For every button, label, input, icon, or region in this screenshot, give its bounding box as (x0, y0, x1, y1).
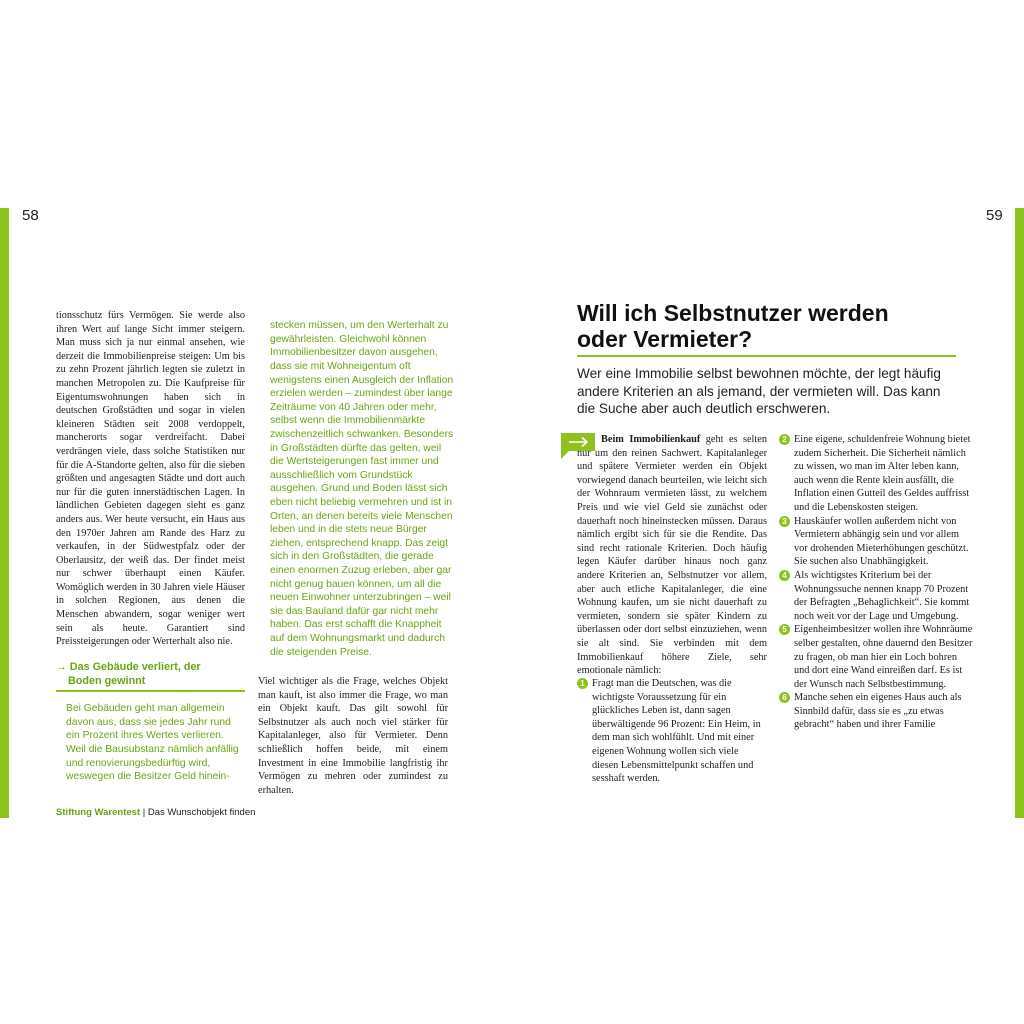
info-box-heading: → Das Gebäude verliert, der Boden gewinnt (56, 661, 201, 687)
right-column-1-text: Beim Immobilienkauf geht es selten nur um den reinen Sachwert. Kapitalanleger und spätere Vermieter werden ein Objekt vorwiegend danach beurteilen, wie leicht sich der Wohnraum vermieten lässt, zu welchem Preis und wie viel Geld sie zunächst oder dauerhaft noch hineinstecken müssen. Daraus nämlich ergibt sich für sie die Rendite. Das sind recht rationale Kriterien. Doch häufig legen Käufer darüber hinaus noch ganz andere Kriterien an, Selbstnutzer vor allem, aber auch etliche Kapitalanleger, die eine Wohnung kaufen, um sie nicht dauerhaft zu vermieten, sondern sie später Kindern zu überlassen oder dort selbst einzuziehen, wenn sie alt sind. Sie verbinden mit dem Immobilienkauf höhere Ziele, sehr emotionale nämlich: (577, 434, 768, 677)
page-number-left: 58 (22, 207, 39, 224)
list-item-2: 2 Eine eigene, schuldenfreie Wohnung bietet zudem Sicherheit. Die Sicherheit nämlich zu wissen, wo man im Alter leben kann, auch wenn die Rente klein ausfällt, die Inflation einen Gutteil des Geldes auffrisst und die Lebenskosten steigen. (779, 433, 973, 515)
left-column-2-green-text: stecken müssen, um den Werterhalt zu gewährleisten. Gleichwohl können Immobilienbesitzer davon ausgehen, dass sie mit Wohneigentum oft wenigstens einen Ausgleich der Inflation erzielen werden – zumindest über lange Zeiträume von 40 Jahren oder mehr, selbst wenn die Immobilienmärkte zwischenzeitlich schwanken. Besonders in Großstädten dürfte das gelten, weil die Wertsteigerungen fast immer und ausschließlich vom Grundstück ausgehen. Grund und Boden lässt sich eben nicht beliebig vermehren und ist in Orten, an denen bereits viele Menschen leben und in die stets neue Bürger ziehen, entsprechend knapp. Das zeigt sich in den Großstädten, die gerade einen enormen Zuzug erleben, aber gar nicht genug bauen können, um all die neuen Einwohner unterzubringen – weil sie das Bauland dafür gar nicht mehr haben. Das erst schafft die Knappheit auf dem Wohnungsmarkt und dadurch die steigenden Preise. (270, 320, 454, 658)
right-edge-bar (1015, 208, 1024, 818)
arrow-right-icon: → (56, 661, 67, 673)
info-box-text: Bei Gebäuden geht man allgemein davon aus, dass sie jedes Jahr rund ein Prozent ihres Wertes verlieren. Weil die Bausubstanz nämlich anfällig und renovierungsbedürftig wird, weswegen die Besitzer Geld hinein- (66, 703, 239, 783)
list-item-1: 1 Fragt man die Deutschen, was die wichtigste Voraussetzung für ein glückliches Leben ist, dann sagen überwältigende 96 Prozent: Ein Heim, in dem man sich wohlfühlt. Und mit einer eigenen Wohnung wollen sich viele diesen Lebensmittelpunkt schaffen und sesshaft werden. (577, 677, 767, 786)
footer-brand: Stiftung Warentest (56, 807, 141, 818)
list-item-4: 4 Als wichtigstes Kriterium bei der Wohnungssuche nennen knapp 70 Prozent der Befragten „Behaglichkeit“. Sie kommt noch weit vor der Lage und Umgebung. (779, 569, 973, 623)
section-title: Will ich Selbstnutzer werden oder Vermieter? (577, 300, 889, 352)
left-column-1-text: tionsschutz fürs Vermögen. Sie werde also ihren Wert auf lange Sicht immer steigern. Man muss sich ja nur einmal ansehen, wie derzeit die Immobilienpreise steigen: Um bis zu zehn Prozent jährlich legten sie zuletzt in manchen Metropolen zu. Die Kaufpreise für Eigentumswohnungen haben sich in deutschen Großstädten und sogar in vielen kleineren Städten seit 2008 verdoppelt, mancherorts sogar verdreifacht. Dabei verdrängen viele, dass solche Statistiken nur für die A-Standorte gelten, also für die sieben größten und angesagten Städte und dort auch nur für die guten innerstädtischen Lagen. In ländlichen Gebieten dagegen sieht es ganz anders aus. Wer heute versucht, ein Haus aus den 1970er Jahren am Rande des Harz zu verkaufen, in der Südwestpfalz oder der Oberlausitz, der weiß das. Der findet meist nur schwer überhaupt einen Käufer. Womöglich werden in 30 Jahren viele Häuser in solchen Regionen, aus denen die Menschen abwandern, sogar weniger wert sein als heute. Garantiert sind Preissteigerungen oder Werterhalt also nie. (56, 310, 245, 648)
number-badge: 2 (779, 434, 790, 445)
numbered-list-col1 (577, 677, 767, 786)
list-item-3: 3 Hauskäufer wollen außerdem nicht von Vermietern abhängig sein und vor allem vor drohenden Mieterhöhungen geschützt. Sie suchen also Unabhängigkeit. (779, 515, 973, 569)
left-edge-bar (0, 208, 9, 818)
number-badge: 5 (779, 624, 790, 635)
footer-separator: | (142, 807, 146, 818)
intro-bold: Beim Immobilienkauf (601, 434, 701, 445)
numbered-list-col2 (779, 433, 973, 805)
running-footer (56, 807, 255, 818)
info-box-rule (56, 690, 245, 692)
footer-chapter-title: Das Wunschobjekt finden (147, 807, 256, 818)
title-rule (577, 355, 956, 357)
number-badge: 1 (577, 678, 588, 689)
page-number-right: 59 (986, 207, 1003, 224)
lead-paragraph: Wer eine Immobilie selbst bewohnen möchte, der legt häufig andere Kriterien an als jemand, der vermieten will. Das kann die Suche aber auch deutlich erschweren. (577, 366, 941, 416)
number-badge: 6 (779, 692, 790, 703)
number-badge: 3 (779, 516, 790, 527)
number-badge: 4 (779, 570, 790, 581)
list-item-6: 6 Manche sehen ein eigenes Haus auch als Sinnbild dafür, dass sie es „zu etwas gebracht“ haben und ihrer Familie (779, 691, 973, 732)
list-item-5: 5 Eigenheimbesitzer wollen ihre Wohnräume selber gestalten, ohne dauernd den Besitzer zu fragen, ob man hier ein Loch bohren und dort eine Wand einreißen darf. Es ist der Wunsch nach Selbstbestimmung. (779, 623, 973, 691)
info-box (56, 661, 245, 784)
left-column-2-text: Viel wichtiger als die Frage, welches Objekt man kauft, ist also immer die Frage, wo man ein Objekt kauft. Das gilt sowohl für Selbstnutzer als auch noch viel stärker für Kapitalanleger, also für Vermieter. Denn schließlich hoffen beide, mit einem Investment in eine Immobilie langfristig ihr Vermögen zu mehren oder zumindest zu erhalten. (258, 676, 448, 796)
